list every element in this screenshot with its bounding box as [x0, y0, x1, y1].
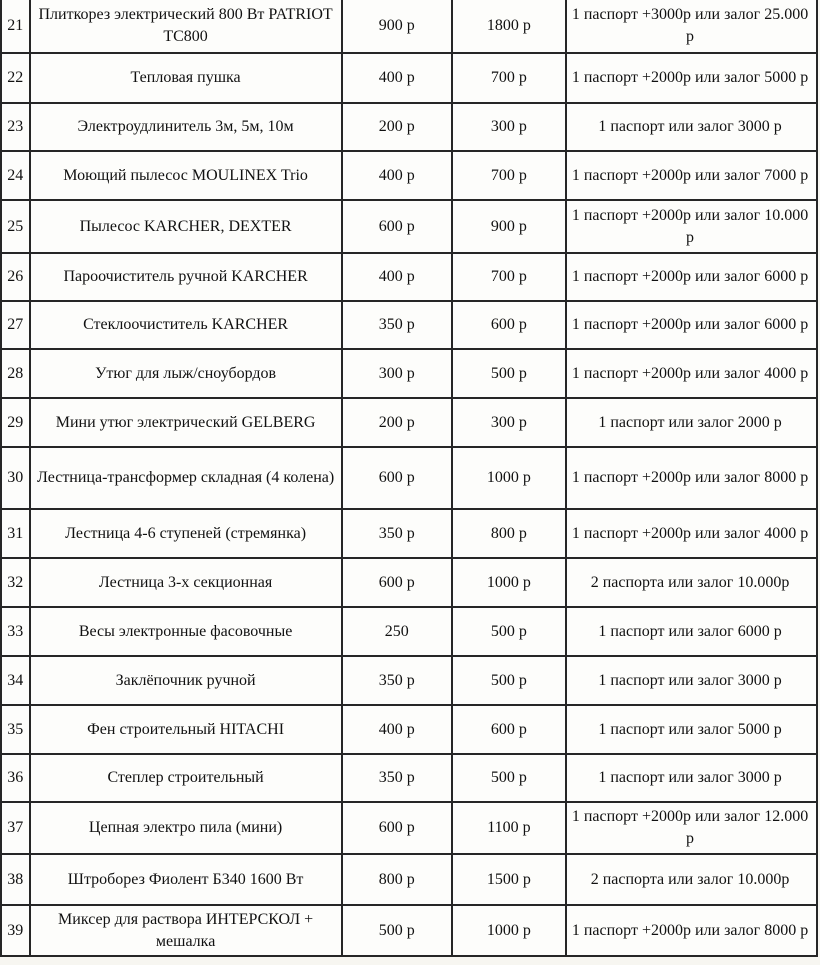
price-two-days: 500 р — [453, 350, 565, 397]
table-row — [2, 510, 816, 557]
deposit-terms-text: 1 паспорт или залог 5000 р — [598, 720, 782, 738]
deposit-terms-text: 1 паспорт +2000р или залог 7000 р — [571, 166, 809, 184]
table-row — [2, 559, 816, 606]
price-day: 600 р — [343, 803, 451, 853]
deposit-terms — [567, 855, 816, 904]
row-number: 30 — [2, 448, 29, 508]
row-number: 24 — [2, 152, 29, 199]
table-row — [2, 0, 816, 52]
deposit-terms — [567, 104, 816, 150]
deposit-terms — [567, 906, 816, 955]
deposit-terms-text: 1 паспорт +2000р или залог 10.000 р — [571, 206, 809, 246]
item-name: Тепловая пушка — [31, 54, 341, 102]
table-row — [2, 657, 816, 704]
price-two-days: 1800 р — [453, 0, 565, 52]
price-day: 600 р — [343, 559, 451, 606]
row-number: 26 — [2, 254, 29, 300]
row-number: 37 — [2, 803, 29, 853]
deposit-terms — [567, 657, 816, 704]
price-two-days: 500 р — [453, 608, 565, 655]
item-name: Степлер строительный — [31, 755, 341, 801]
price-day: 350 р — [343, 657, 451, 704]
row-number: 25 — [2, 201, 29, 252]
price-day: 300 р — [343, 350, 451, 397]
deposit-terms — [567, 510, 816, 557]
deposit-terms-text: 1 паспорт или залог 3000 р — [598, 769, 782, 786]
table-row — [2, 302, 816, 348]
price-day: 600 р — [343, 448, 451, 508]
table-row — [2, 350, 816, 397]
price-two-days: 800 р — [453, 510, 565, 557]
table-row — [2, 399, 816, 446]
table-row — [2, 608, 816, 655]
row-number: 21 — [2, 0, 29, 52]
price-two-days: 700 р — [453, 254, 565, 300]
deposit-terms-text: 1 паспорт +2000р или залог 4000 р — [571, 524, 809, 542]
price-two-days: 1100 р — [453, 803, 565, 853]
price-day: 350 р — [343, 510, 451, 557]
row-number: 31 — [2, 510, 29, 557]
deposit-terms — [567, 755, 816, 801]
price-two-days: 1000 р — [453, 906, 565, 955]
deposit-terms-text: 1 паспорт +2000р или залог 6000 р — [571, 316, 809, 333]
item-name: Фен строительный HITACHI — [31, 706, 341, 753]
item-name: Лестница 3-х секционная — [31, 559, 341, 606]
deposit-terms-text: 2 паспорта или залог 10.000р — [590, 870, 790, 888]
item-name: Моющий пылесос MOULINEX Trio — [31, 152, 341, 199]
item-name: Утюг для лыж/сноубордов — [31, 350, 341, 397]
item-name: Заклёпочник ручной — [31, 657, 341, 704]
deposit-terms — [567, 399, 816, 446]
item-name: Мини утюг электрический GELBERG — [31, 399, 341, 446]
table-row — [2, 254, 816, 300]
row-number: 22 — [2, 54, 29, 102]
price-day: 500 р — [343, 906, 451, 955]
deposit-terms-text: 1 паспорт или залог 3000 р — [598, 118, 782, 135]
table-body — [2, 0, 816, 955]
item-name: Пылесос KARCHER, DEXTER — [31, 201, 341, 252]
row-number: 28 — [2, 350, 29, 397]
deposit-terms-text: 1 паспорт +2000р или залог 4000 р — [571, 364, 809, 382]
row-number: 29 — [2, 399, 29, 446]
price-two-days: 500 р — [453, 755, 565, 801]
table-row — [2, 54, 816, 102]
row-number: 27 — [2, 302, 29, 348]
table-row — [2, 152, 816, 199]
table-row — [2, 104, 816, 150]
price-two-days: 500 р — [453, 657, 565, 704]
deposit-terms-text: 1 паспорт +2000р или залог 8000 р — [571, 469, 809, 486]
deposit-terms — [567, 559, 816, 606]
price-day: 400 р — [343, 54, 451, 102]
price-two-days: 1000 р — [453, 448, 565, 508]
item-name: Миксер для раствора ИНТЕРСКОЛ + мешалка — [31, 906, 341, 955]
deposit-terms — [567, 448, 816, 508]
deposit-terms — [567, 254, 816, 300]
deposit-terms — [567, 302, 816, 348]
item-name: Цепная электро пила (мини) — [31, 803, 341, 853]
item-name: Лестница 4-6 ступеней (стремянка) — [31, 510, 341, 557]
deposit-terms-text: 1 паспорт +2000р или залог 5000 р — [571, 69, 809, 86]
row-number: 32 — [2, 559, 29, 606]
row-number: 23 — [2, 104, 29, 150]
deposit-terms-text: 1 паспорт или залог 2000 р — [598, 413, 782, 431]
price-day: 600 р — [343, 201, 451, 252]
price-two-days: 700 р — [453, 152, 565, 199]
deposit-terms-text: 1 паспорт +2000р или залог 8000 р — [571, 921, 809, 939]
deposit-terms — [567, 803, 816, 853]
price-day: 250 — [343, 608, 451, 655]
deposit-terms — [567, 0, 816, 52]
price-two-days: 600 р — [453, 706, 565, 753]
deposit-terms — [567, 54, 816, 102]
price-day: 900 р — [343, 0, 451, 52]
item-name: Плиткорез электрический 800 Вт PATRIOT TC800 — [31, 0, 341, 52]
price-two-days: 1000 р — [453, 559, 565, 606]
price-day: 800 р — [343, 855, 451, 904]
deposit-terms-text: 1 паспорт +2000р или залог 12.000 р — [571, 808, 809, 847]
table-row — [2, 755, 816, 801]
row-number: 33 — [2, 608, 29, 655]
item-name: Стеклоочиститель KARCHER — [31, 302, 341, 348]
price-two-days: 300 р — [453, 399, 565, 446]
price-day: 400 р — [343, 254, 451, 300]
table-row — [2, 855, 816, 904]
price-two-days: 1500 р — [453, 855, 565, 904]
row-number: 35 — [2, 706, 29, 753]
price-two-days: 300 р — [453, 104, 565, 150]
deposit-terms — [567, 201, 816, 252]
price-day: 350 р — [343, 755, 451, 801]
table-row — [2, 201, 816, 252]
price-day: 200 р — [343, 104, 451, 150]
row-number: 36 — [2, 755, 29, 801]
item-name: Весы электронные фасовочные — [31, 608, 341, 655]
table-row — [2, 706, 816, 753]
deposit-terms-text: 1 паспорт или залог 3000 р — [598, 671, 782, 689]
price-day: 400 р — [343, 706, 451, 753]
price-day: 200 р — [343, 399, 451, 446]
deposit-terms — [567, 706, 816, 753]
row-number: 39 — [2, 906, 29, 955]
item-name: Пароочиститель ручной KARCHER — [31, 254, 341, 300]
deposit-terms-text: 1 паспорт или залог 6000 р — [598, 622, 782, 640]
table-row — [2, 803, 816, 853]
deposit-terms — [567, 350, 816, 397]
table-row — [2, 906, 816, 955]
deposit-terms-text: 1 паспорт +2000р или залог 6000 р — [571, 268, 809, 285]
item-name: Лестница-трансформер складная (4 колена) — [31, 448, 341, 508]
deposit-terms — [567, 152, 816, 199]
table-row — [2, 448, 816, 508]
item-name: Штроборез Фиолент Б340 1600 Вт — [31, 855, 341, 904]
price-two-days: 700 р — [453, 54, 565, 102]
deposit-terms-text: 1 паспорт +3000р или залог 25.000 р — [571, 6, 809, 45]
row-number: 38 — [2, 855, 29, 904]
price-two-days: 900 р — [453, 201, 565, 252]
price-two-days: 600 р — [453, 302, 565, 348]
deposit-terms — [567, 608, 816, 655]
deposit-terms-text: 2 паспорта или залог 10.000р — [590, 573, 790, 591]
price-day: 400 р — [343, 152, 451, 199]
item-name: Электроудлинитель 3м, 5м, 10м — [31, 104, 341, 150]
row-number: 34 — [2, 657, 29, 704]
price-day: 350 р — [343, 302, 451, 348]
